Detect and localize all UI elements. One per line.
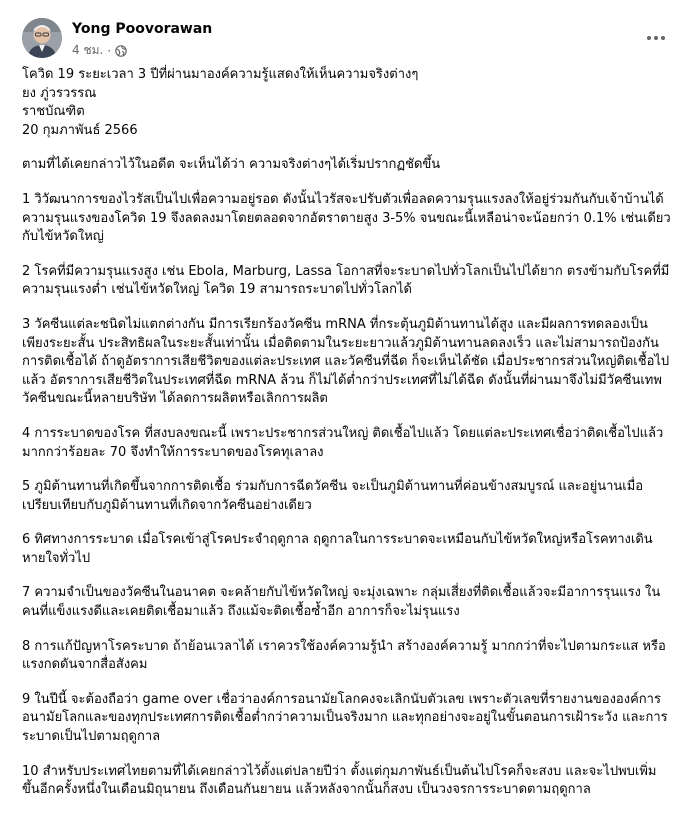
- avatar[interactable]: [22, 18, 62, 58]
- post-paragraph-10: 10 สำหรับประเทศไทยตามที่ได้เคยกล่าวไว้ตั้งแต่ปลายปีว่า ตั้งแต่กุมภาพันธ์เป็นต้นไปโรคก็จะสงบ และจะไปพบเพิ่มขึ้นอีกครั้งหนึ่งในเดือนมิถุนายน ถึงเดือนกันยายน แล้วหลังจากนั้นก็สงบ เป็นวงจรการระบาดตามฤดูกาล: [22, 763, 657, 798]
- post-paragraph-7: 7 ความจำเป็นของวัคซีนในอนาคต จะคล้ายกับไข้หวัดใหญ่ จะมุ่งเฉพาะ กลุ่มเสี่ยงที่ติดเชื้อแล้วจะมีอาการรุนแรง ในคนที่แข็งแรงดีและเคยติดเชื้อมาแล้ว ถึงแม้จะติดเชื้อซ้ำอีก อาการก็จะไม่รุนแรง: [22, 585, 661, 620]
- post-paragraph-3: 3 วัคซีนแต่ละชนิดไม่แตกต่างกัน มีการเรียกร้องวัคซีน mRNA ที่กระตุ้นภูมิต้านทานได้สูง และมีผลการทดลองเป็นเพียงระยะสั้น ประสิทธิผลในระยะสั้นเท่านั้น เมื่อติดตามในระยะยาวแล้วภูมิต้านทานลดลงเร็ว และไม่สามารถป้องกันการติดเชื้อได้ ถ้าดูอัตราการเสียชีวิตของแต่ละประเทศ และวัคซีนที่ฉีด ก็จะเห็นได้ชัด เมื่อประชากรส่วนใหญ่ติดเชื้อไปแล้ว อัตราการเสียชีวิตในประเทศที่ฉีด mRNA ล้วน ก็ไม่ได้ต่ำกว่าประเทศที่ไม่ได้ฉีด ดังนั้นที่ผ่านมาจึงไม่มีวัคซีนเทพ วัคซีนขณะนี้หลายบริษัท ได้ลดการผลิตหรือเลิกการผลิต: [22, 316, 670, 407]
- post-paragraph-5: 5 ภูมิต้านทานที่เกิดขึ้นจากการติดเชื้อ ร่วมกับการฉีดวัคซีน จะเป็นภูมิต้านทานที่ค่อนข้างสมบูรณ์ และอยู่นานเมื่อเปรียบเทียบกับภูมิต้านทานที่เกิดจากวัคซีนอย่างเดียว: [22, 479, 644, 513]
- post-paragraph-8: 8 การแก้ปัญหาโรคระบาด ถ้าย้อนเวลาได้ เราควรใช้องค์ความรู้นำ สร้างองค์ความรู้ มากกว่าที่จะไปตามกระแส หรือแรงกดดันจากสื่อสังคม: [22, 638, 666, 673]
- post-paragraph-2: 2 โรคที่มีความรุนแรงสูง เช่น Ebola, Marburg, Lassa โอกาสที่จะระบาดไปทั่วโลกเป็นไปได้ยาก ตรงข้ามกับโรคที่มีความรุนแรงต่ำ เช่นไข้หวัดใหญ่ โควิด 19 สามารถระบาดไปทั่วโลกได้: [22, 263, 670, 298]
- post-intro-paragraph: ตามที่ได้เคยกล่าวไว้ในอดีต จะเห็นได้ว่า ความจริงต่างๆได้เริ่มปรากฏชัดขึ้น: [22, 157, 441, 173]
- post-title-line: โควิด 19 ระยะเวลา 3 ปีที่ผ่านมาองค์ความรู้แสดงให้เห็นความจริงต่างๆ: [22, 67, 419, 82]
- post-meta: [72, 41, 127, 60]
- post-paragraph-1: 1 วิวัฒนาการของไวรัสเป็นไปเพื่อความอยู่รอด ดังนั้นไวรัสจะปรับตัวเพื่อลดความรุนแรงลงให้อยู่ร่วมกันกับเจ้าบ้านได้ ความรุนแรงของโควิด 19 จึงลดลงมาโดยตลอดจากอัตราตายสูง 3-5% จนขณะนี้เหลือน่าจะน้อยกว่า 0.1% เช่นเดียวกับไข้หวัดใหญ่: [22, 191, 671, 245]
- avatar-image: [22, 18, 62, 58]
- post-content: [22, 66, 672, 816]
- post-paragraph-4: 4 การระบาดของโรค ที่สงบลงขณะนี้ เพราะประชากรส่วนใหญ่ ติดเชื้อไปแล้ว โดยแต่ละประเทศเชื่อว่าติดเชื้อไปแล้วมากกว่าร้อยละ 70 จึงทำให้การระบาดของโรคทุเลาลง: [22, 425, 664, 460]
- globe-icon[interactable]: [115, 45, 127, 57]
- post-paragraph-6: 6 ทิศทางการระบาด เมื่อโรคเข้าสู่โรคประจำฤดูกาล ฤดูกาลในการระบาดจะเหมือนกับไข้หวัดใหญ่หรือโรคทางเดินหายใจทั่วไป: [22, 532, 653, 566]
- more-options-button[interactable]: [638, 24, 674, 52]
- post-header: [22, 18, 672, 60]
- author-name[interactable]: Yong Poovorawan: [72, 21, 213, 37]
- post-position-line: ราชบัณฑิต: [22, 104, 85, 120]
- post-paragraph-9: 9 ในปีนี้ จะต้องถือว่า game over เชื่อว่าองค์การอนามัยโลกคงจะเลิกนับตัวเลข เพราะตัวเลขที่รายงานขององค์การอนามัยโลกและของทุกประเทศการติดเชื้อต่ำกว่าความเป็นจริงมาก และทุกอย่างจะอยู่ในขั้นตอนการเฝ้าระวัง และการระบาดเป็นไปตามฤดูกาล: [22, 691, 668, 745]
- post-author-line: ยง ภู่วรวรรณ: [22, 85, 97, 101]
- post-timestamp[interactable]: 4 ชม.: [72, 43, 104, 57]
- more-horizontal-icon: [646, 35, 666, 41]
- post-date-line: 20 กุมภาพันธ์ 2566: [22, 122, 138, 138]
- meta-separator: ·: [107, 43, 112, 58]
